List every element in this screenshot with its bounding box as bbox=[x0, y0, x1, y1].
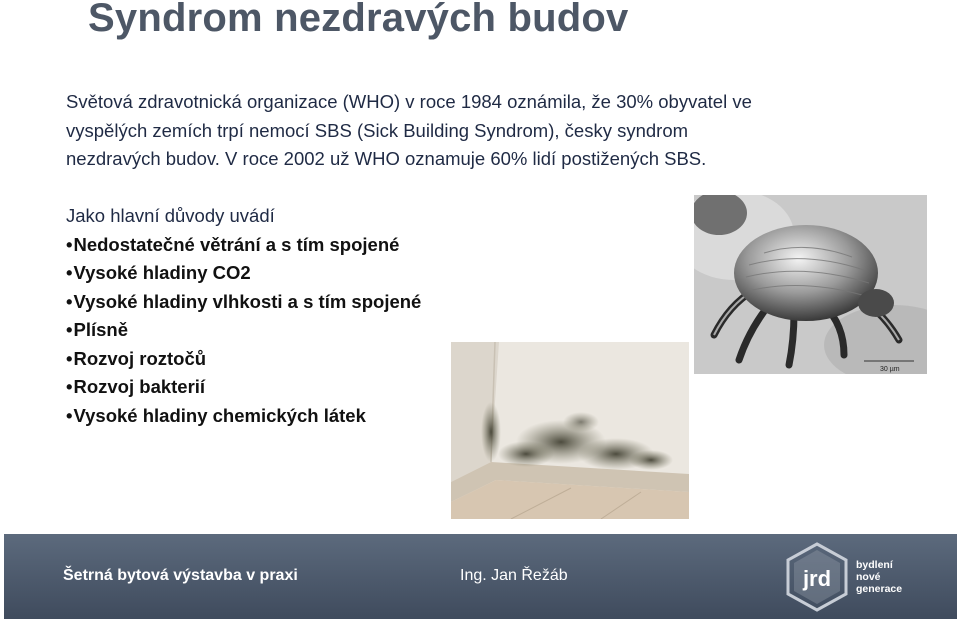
mold-wall-photo bbox=[451, 342, 689, 519]
logo-line: nové bbox=[856, 571, 881, 583]
intro-paragraph bbox=[66, 88, 866, 174]
cause-item: • Plísně bbox=[66, 316, 486, 345]
jrd-hexagon-icon bbox=[784, 542, 850, 612]
logo-line: generace bbox=[856, 583, 903, 595]
jrd-logo bbox=[784, 542, 944, 612]
slide-title: Syndrom nezdravých budov bbox=[88, 0, 629, 40]
footer-bar bbox=[4, 534, 957, 619]
logo-mark: jrd bbox=[802, 566, 832, 591]
footer-author: Ing. Jan Řežáb bbox=[460, 567, 568, 584]
logo-line: bydlení bbox=[856, 559, 893, 571]
mold-image bbox=[451, 342, 689, 519]
intro-line: vyspělých zemích trpí nemocí SBS (Sick Building Syndrom), česky syndrom bbox=[66, 119, 689, 141]
cause-item: • Vysoké hladiny chemických látek bbox=[66, 402, 486, 431]
dust-mite-photo bbox=[694, 195, 927, 374]
cause-item: • Vysoké hladiny vlhkosti a s tím spojené bbox=[66, 288, 486, 317]
causes-list bbox=[66, 202, 486, 430]
cause-item: • Vysoké hladiny CO2 bbox=[66, 259, 486, 288]
logo-text bbox=[856, 559, 902, 595]
cause-item: • Nedostatečné větrání a s tím spojené bbox=[66, 231, 486, 260]
cause-item: • Rozvoj roztočů bbox=[66, 345, 486, 374]
cause-item: • Rozvoj bakterií bbox=[66, 373, 486, 402]
footer-course-title: Šetrná bytová výstavba v praxi bbox=[63, 567, 298, 584]
intro-line: nezdravých budov. V roce 2002 už WHO oznamuje 60% lidí postižených SBS. bbox=[66, 148, 707, 169]
causes-lead: Jako hlavní důvody uvádí bbox=[66, 205, 275, 226]
intro-line: Světová zdravotnická organizace (WHO) v roce 1984 oznámila, že 30% obyvatel ve bbox=[66, 91, 752, 112]
dust-mite-image bbox=[694, 195, 927, 374]
scale-label: 30 µm bbox=[880, 366, 900, 373]
